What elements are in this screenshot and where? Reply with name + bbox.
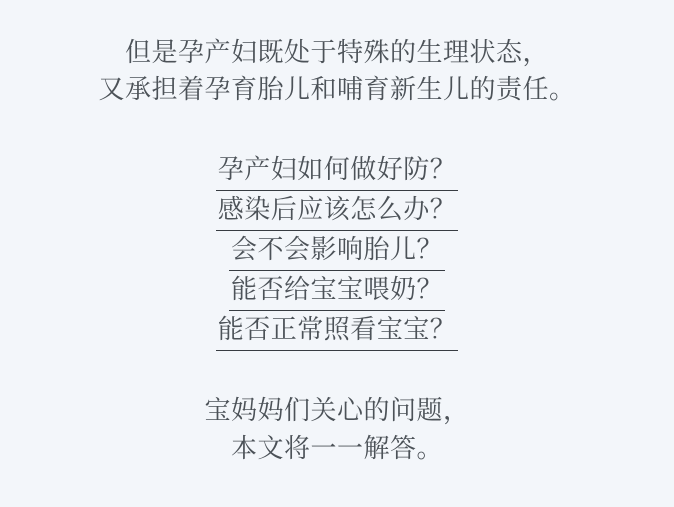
outro-line-1: 宝妈妈们关心的问题，: [204, 395, 470, 425]
question-item: [0, 273, 674, 313]
question-item: [0, 233, 674, 273]
intro-line-1: 但是孕产妇既处于特殊的生理状态，: [124, 37, 549, 67]
question-text-1: 孕产妇如何做好防？: [216, 153, 459, 191]
outro-paragraph: [0, 391, 674, 467]
question-item: [0, 313, 674, 353]
question-item: [0, 153, 674, 193]
question-text-5: 能否正常照看宝宝？: [216, 313, 459, 351]
question-text-3: 会不会影响胎儿？: [229, 233, 445, 271]
intro-paragraph: [0, 34, 674, 108]
intro-line-2: 又承担着孕育胎儿和哺育新生儿的责任。: [98, 74, 576, 104]
outro-line-2: 本文将一一解答。: [230, 433, 443, 463]
question-text-4: 能否给宝宝喂奶？: [229, 273, 445, 311]
question-item: [0, 193, 674, 233]
questions-list: [0, 153, 674, 353]
question-text-2: 感染后应该怎么办？: [216, 193, 459, 231]
